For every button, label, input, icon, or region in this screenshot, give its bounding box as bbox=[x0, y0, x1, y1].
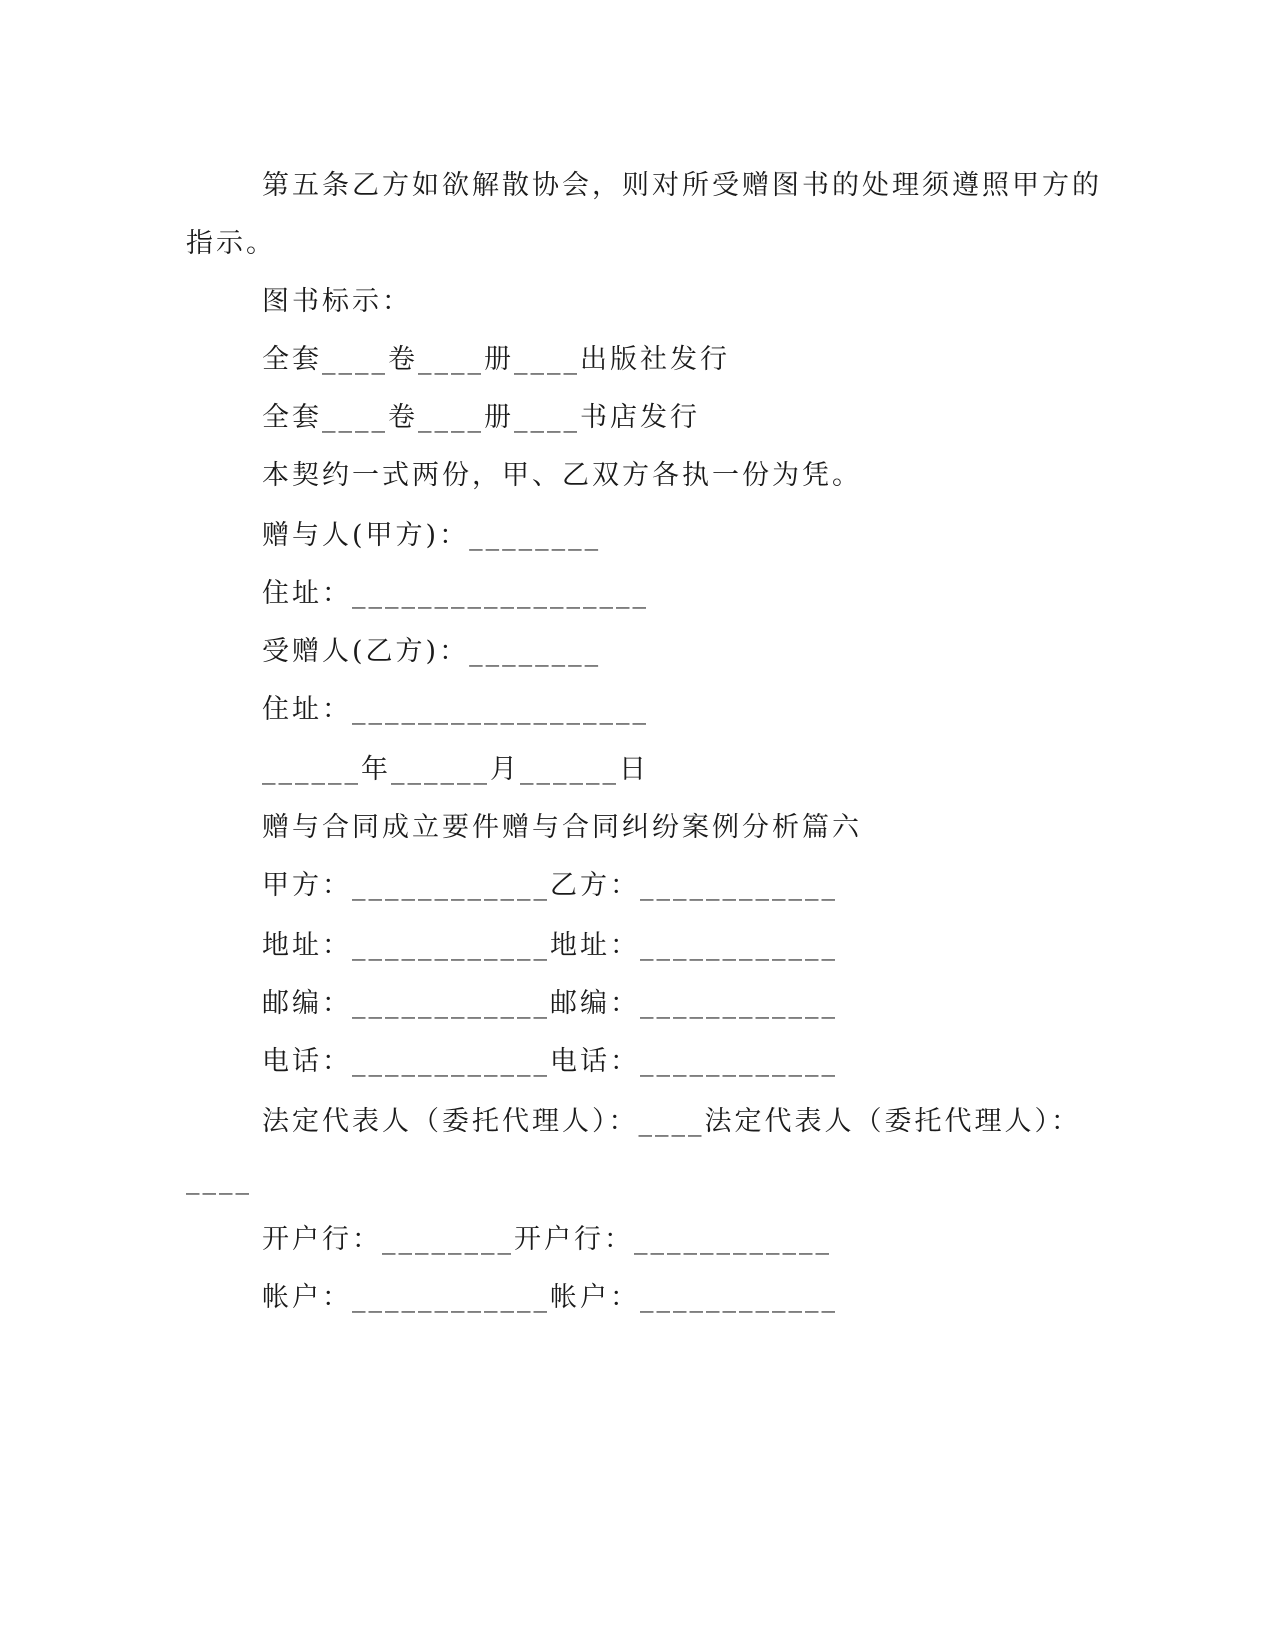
phone-fields: 电话：____________电话：____________ bbox=[262, 1046, 838, 1077]
article-five-continuation: 指示。 bbox=[186, 228, 276, 259]
postcode-fields: 邮编：____________邮编：____________ bbox=[262, 988, 838, 1019]
book-label-heading: 图书标示： bbox=[262, 286, 412, 317]
book-set-publisher: 全套____卷____册____出版社发行 bbox=[262, 344, 730, 375]
book-set-bookstore: 全套____卷____册____书店发行 bbox=[262, 402, 700, 433]
legal-representative-fields: 法定代表人（委托代理人）：____法定代表人（委托代理人）： bbox=[262, 1106, 1081, 1137]
section-heading: 赠与合同成立要件赠与合同纠纷案例分析篇六 bbox=[262, 812, 862, 843]
legal-representative-continuation: ____ bbox=[186, 1164, 252, 1195]
contract-copies-statement: 本契约一式两份，甲、乙双方各执一份为凭。 bbox=[262, 460, 862, 491]
donee-field: 受赠人(乙方)：________ bbox=[262, 636, 602, 667]
party-fields: 甲方：____________乙方：____________ bbox=[262, 870, 838, 901]
donor-field: 赠与人(甲方)：________ bbox=[262, 520, 602, 551]
bank-fields: 开户行：________开户行：____________ bbox=[262, 1224, 832, 1255]
donee-address-field: 住址：__________________ bbox=[262, 694, 649, 725]
date-field: ______年______月______日 bbox=[262, 754, 649, 785]
address-fields: 地址：____________地址：____________ bbox=[262, 930, 838, 961]
account-fields: 帐户：____________帐户：____________ bbox=[262, 1282, 838, 1313]
donor-address-field: 住址：__________________ bbox=[262, 578, 649, 609]
article-five-text: 第五条乙方如欲解散协会，则对所受赠图书的处理须遵照甲方的 bbox=[262, 170, 1102, 201]
